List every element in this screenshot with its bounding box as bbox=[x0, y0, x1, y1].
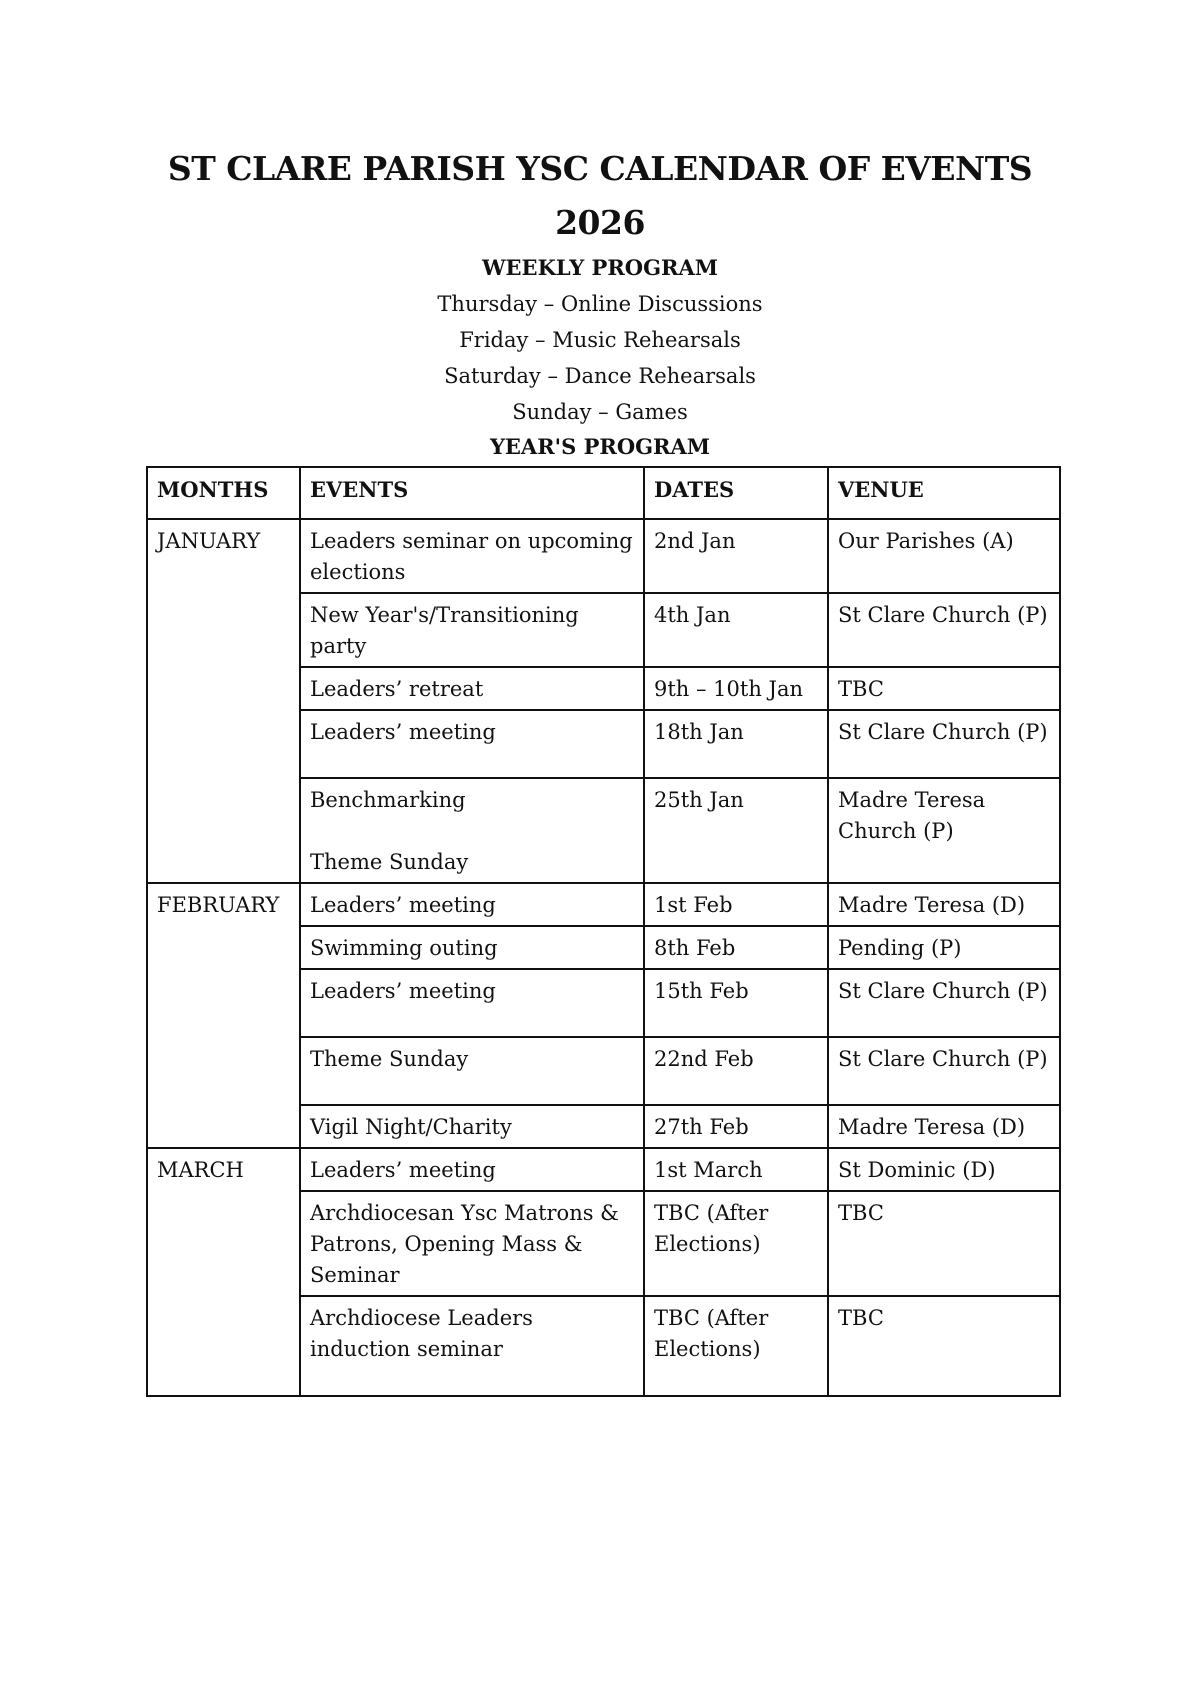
column-header-events: EVENTS bbox=[300, 467, 644, 519]
weekly-program-heading: WEEKLY PROGRAM bbox=[481, 255, 719, 280]
weekly-item: Sunday – Games bbox=[512, 400, 688, 424]
event-cell: Leaders’ meeting bbox=[300, 710, 644, 778]
date-cell: TBC (After Elections) bbox=[644, 1296, 828, 1396]
event-line: Benchmarking bbox=[310, 788, 466, 812]
table-row bbox=[147, 883, 1060, 926]
table-header-row bbox=[147, 467, 1060, 519]
years-program-heading: YEAR'S PROGRAM bbox=[489, 434, 711, 459]
venue-cell: St Clare Church (P) bbox=[828, 710, 1060, 778]
venue-cell: Madre Teresa (D) bbox=[828, 883, 1060, 926]
date-cell: 15th Feb bbox=[644, 969, 828, 1037]
venue-cell: St Clare Church (P) bbox=[828, 1037, 1060, 1105]
event-cell: Vigil Night/Charity bbox=[300, 1105, 644, 1148]
table-row bbox=[147, 1148, 1060, 1191]
column-header-dates: DATES bbox=[644, 467, 828, 519]
venue-cell: St Clare Church (P) bbox=[828, 969, 1060, 1037]
date-cell: 2nd Jan bbox=[644, 519, 828, 593]
column-header-months: MONTHS bbox=[147, 467, 300, 519]
venue-cell: Pending (P) bbox=[828, 926, 1060, 969]
events-table bbox=[146, 466, 1061, 1397]
event-cell: Archdiocesan Ysc Matrons & Patrons, Opening Mass & Seminar bbox=[300, 1191, 644, 1296]
date-cell: 1st Feb bbox=[644, 883, 828, 926]
weekly-item: Saturday – Dance Rehearsals bbox=[444, 364, 756, 388]
event-cell: Leaders seminar on upcoming elections bbox=[300, 519, 644, 593]
event-cell: Leaders’ meeting bbox=[300, 1148, 644, 1191]
date-cell: 18th Jan bbox=[644, 710, 828, 778]
date-cell: 4th Jan bbox=[644, 593, 828, 667]
venue-cell: St Dominic (D) bbox=[828, 1148, 1060, 1191]
month-cell-january: JANUARY bbox=[147, 519, 300, 883]
date-cell: 25th Jan bbox=[644, 778, 828, 883]
date-cell: 1st March bbox=[644, 1148, 828, 1191]
event-cell: Archdiocese Leaders induction seminar bbox=[300, 1296, 644, 1396]
event-cell: Swimming outing bbox=[300, 926, 644, 969]
line-gap bbox=[310, 816, 634, 847]
date-cell: 8th Feb bbox=[644, 926, 828, 969]
venue-cell: TBC bbox=[828, 1296, 1060, 1396]
venue-cell: St Clare Church (P) bbox=[828, 593, 1060, 667]
weekly-program bbox=[0, 253, 1200, 433]
event-cell: Leaders’ meeting bbox=[300, 969, 644, 1037]
venue-cell: TBC bbox=[828, 667, 1060, 710]
column-header-venue: VENUE bbox=[828, 467, 1060, 519]
venue-cell: Madre Teresa (D) bbox=[828, 1105, 1060, 1148]
weekly-item: Thursday – Online Discussions bbox=[437, 292, 763, 316]
date-cell: 9th – 10th Jan bbox=[644, 667, 828, 710]
event-cell: Leaders’ retreat bbox=[300, 667, 644, 710]
document-title: ST CLARE PARISH YSC CALENDAR OF EVENTS bbox=[167, 149, 1033, 188]
venue-cell: Our Parishes (A) bbox=[828, 519, 1060, 593]
event-cell: Theme Sunday bbox=[300, 1037, 644, 1105]
document-year: 2026 bbox=[555, 203, 645, 242]
date-cell: TBC (After Elections) bbox=[644, 1191, 828, 1296]
event-cell bbox=[300, 778, 644, 883]
table-row bbox=[147, 519, 1060, 593]
event-cell: Leaders’ meeting bbox=[300, 883, 644, 926]
month-cell-february: FEBRUARY bbox=[147, 883, 300, 1148]
weekly-item: Friday – Music Rehearsals bbox=[459, 328, 741, 352]
date-cell: 27th Feb bbox=[644, 1105, 828, 1148]
event-line: Theme Sunday bbox=[310, 850, 469, 874]
date-cell: 22nd Feb bbox=[644, 1037, 828, 1105]
venue-cell: TBC bbox=[828, 1191, 1060, 1296]
event-cell: New Year's/Transitioning party bbox=[300, 593, 644, 667]
month-cell-march: MARCH bbox=[147, 1148, 300, 1396]
venue-cell: Madre Teresa Church (P) bbox=[828, 778, 1060, 883]
